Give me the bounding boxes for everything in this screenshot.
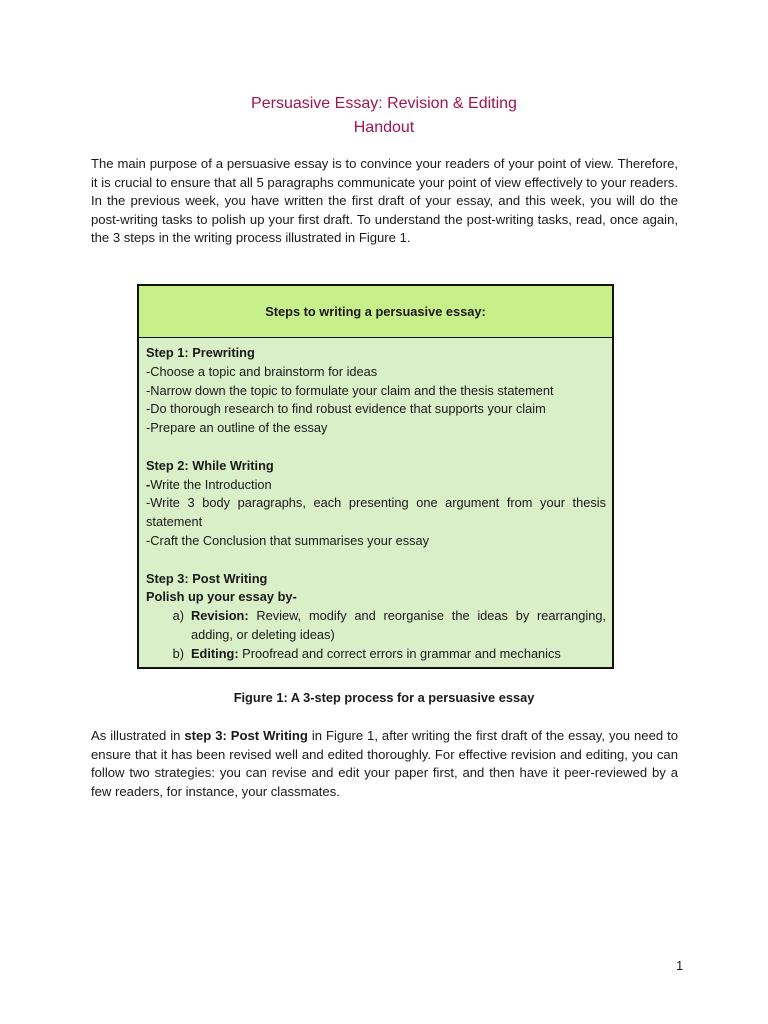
step2-item-dash: - — [146, 476, 151, 492]
step3-subitem — [146, 607, 606, 645]
step1-heading: Step 1: Prewriting — [146, 345, 255, 360]
title-line-1: Persuasive Essay: Revision & Editing — [251, 95, 517, 112]
subitem-term: Revision: — [191, 608, 249, 624]
step2-item: -Craft the Conclusion that summarises your essay — [146, 532, 430, 548]
title-line-2: Handout — [353, 119, 415, 136]
step3-subitem — [146, 645, 606, 664]
step3-subheading: Polish up your essay by- — [146, 589, 297, 605]
subitem-marker: b) — [172, 645, 184, 661]
spacer — [146, 551, 606, 570]
para2-bold-reference: step 3: Post Writing — [184, 728, 308, 743]
step1-item: -Narrow down the topic to formulate your claim and the thesis statement — [146, 382, 554, 398]
subitem-description: Review, modify and reorganise the ideas by rearranging, adding, or deleting ideas) — [191, 608, 606, 642]
steps-figure-box — [137, 284, 614, 669]
spacer — [146, 438, 606, 457]
step1-item: -Prepare an outline of the essay — [146, 420, 328, 436]
subitem-description: Proofread and correct errors in grammar and mechanics — [238, 645, 561, 661]
step3-heading: Step 3: Post Writing — [146, 570, 268, 586]
second-paragraph — [91, 727, 678, 801]
step2-item: -Write 3 body paragraphs, each presenting one argument from your thesis statement — [146, 495, 606, 530]
step2-item — [146, 476, 606, 495]
para2-text-before: As illustrated in — [91, 728, 185, 743]
subitem-term: Editing: — [191, 645, 239, 661]
step1-item: -Choose a topic and brainstorm for ideas — [146, 363, 378, 379]
step1-item: -Do thorough research to find robust evidence that supports your claim — [146, 401, 546, 417]
para2-text-after: in Figure 1, after writing the first draft of the essay, you need to ensure that it has been revised well and edited thoroughly. For effective revision and editing, you can follow two strategies: you can revise and edit your paper first, and then have it peer-reviewed by a few readers, for instance, your classmates. — [91, 728, 678, 799]
subitem-text — [191, 645, 606, 664]
steps-box-header: Steps to writing a persuasive essay: — [139, 286, 612, 338]
step2-item-text: Write the Introduction — [150, 476, 272, 492]
document-title — [0, 92, 768, 140]
intro-paragraph: The main purpose of a persuasive essay is to convince your readers of your point of view. Therefore, it is crucial to ensure that all 5 paragraphs communicate your point of view effectively to your readers. In the previous week, you have written the first draft of your essay, and this week, you will do the post-writing tasks to polish up your first draft. To understand the post-writing tasks, read, once again, the 3 steps in the writing process illustrated in Figure 1. — [91, 156, 678, 246]
page-number: 1 — [676, 958, 684, 973]
figure-caption: Figure 1: A 3-step process for a persuasive essay — [233, 690, 535, 705]
subitem-marker: a) — [172, 608, 184, 624]
subitem-text — [191, 607, 606, 645]
step2-heading: Step 2: While Writing — [146, 457, 274, 473]
steps-box-body — [139, 338, 612, 664]
